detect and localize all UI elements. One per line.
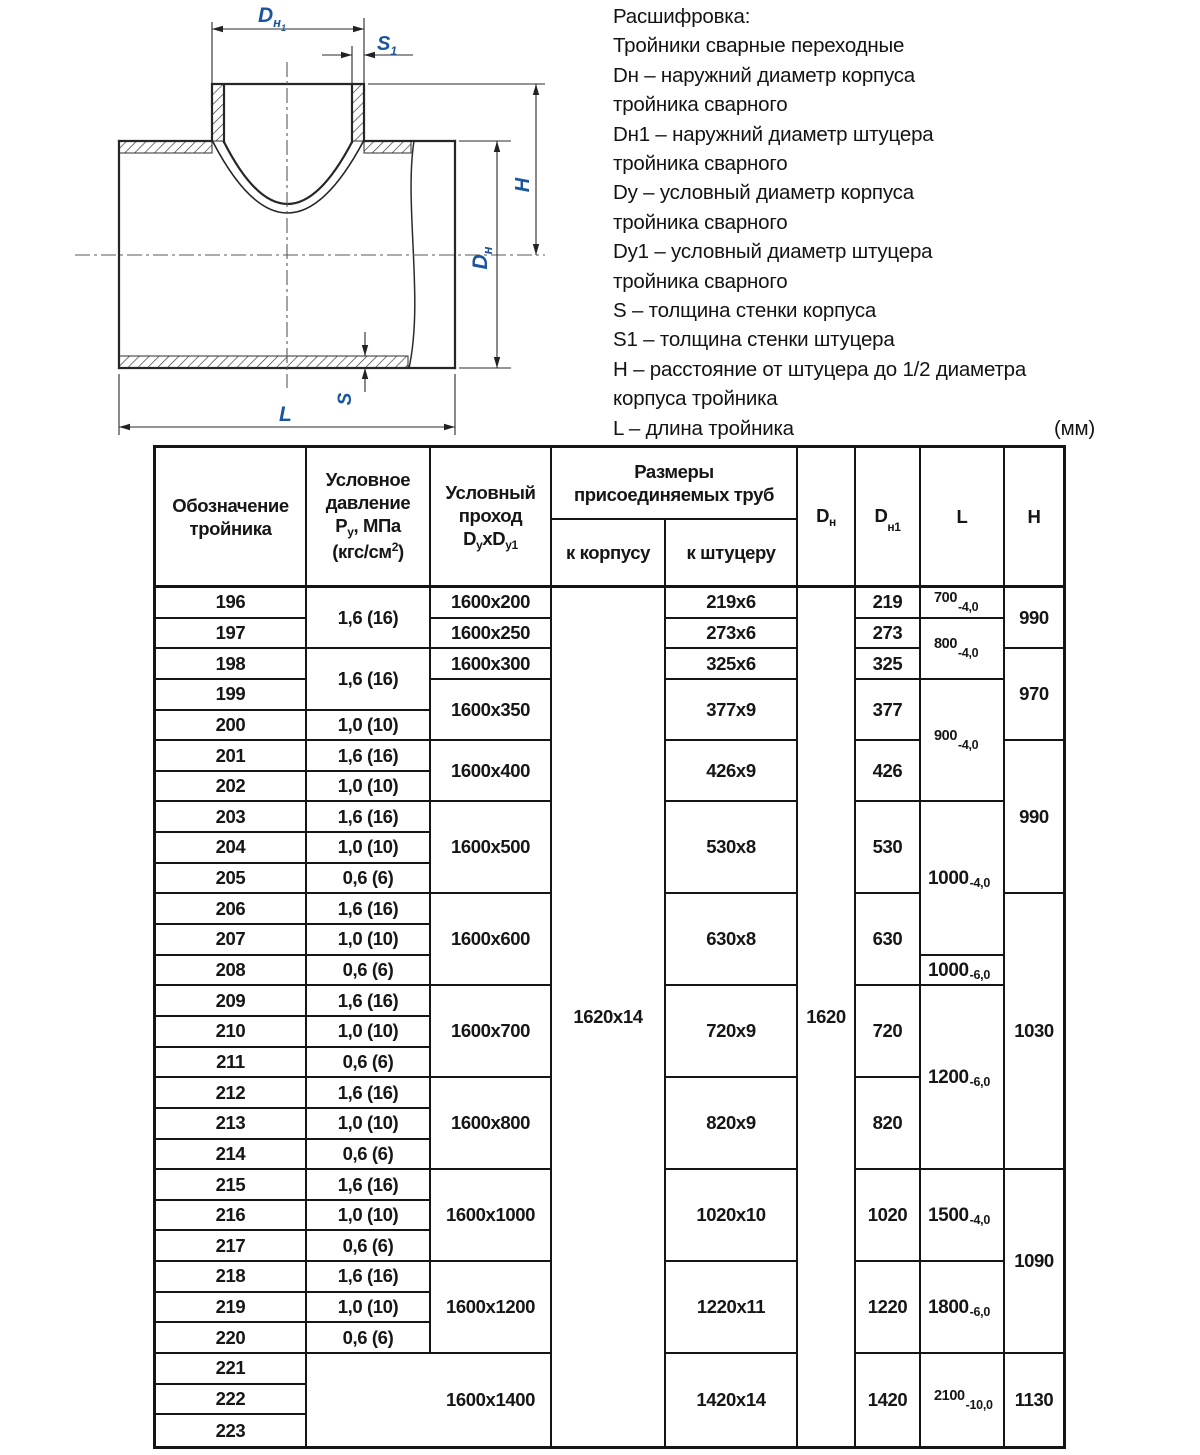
pipe-to-stub-cell: 1020x10 <box>666 1170 798 1262</box>
dn1-cell: 273 <box>856 619 921 650</box>
designation-cell: 204 <box>156 833 307 864</box>
pipe-to-stub-cell: 219x6 <box>666 588 798 619</box>
pressure-cell: 1,6 (16) <box>307 1170 431 1201</box>
header-dn: D н <box>798 448 856 588</box>
designation-cell: 209 <box>156 986 307 1017</box>
header-pipe-sizes: Размеры присоединяемых труб <box>552 448 798 520</box>
pipe-to-stub-cell: 630x8 <box>666 894 798 986</box>
pipe-to-stub-cell: 530x8 <box>666 802 798 894</box>
designation-cell: 197 <box>156 619 307 650</box>
length-cell: 1200 -6,0 <box>921 986 1005 1170</box>
designation-cell: 208 <box>156 956 307 987</box>
dn1-cell: 219 <box>856 588 921 619</box>
legend-line: Dу1 – условный диаметр штуцера <box>613 240 933 264</box>
pipe-to-stub-cell: 377x9 <box>666 680 798 741</box>
designation-cell: 207 <box>156 925 307 956</box>
dn1-cell: 1220 <box>856 1262 921 1354</box>
bore-cell: 1600x250 <box>431 619 552 650</box>
pressure-cell: 1,0 (10) <box>307 833 431 864</box>
pressure-cell: 0,6 (6) <box>307 1140 431 1171</box>
length-cell: 900 -4,0 <box>921 680 1005 803</box>
designation-cell: 211 <box>156 1048 307 1079</box>
header-pressure: Условное давление P у , МПа (кгс/см 2 ) <box>307 448 431 588</box>
designation-cell: 201 <box>156 741 307 772</box>
pipe-to-stub-cell: 325x6 <box>666 649 798 680</box>
pressure-cell: 1,6 (16) <box>307 802 431 833</box>
designation-cell: 210 <box>156 1017 307 1048</box>
legend-line: Тройники сварные переходные <box>613 34 905 58</box>
bore-cell: 1600x500 <box>431 802 552 894</box>
header-dn1: D н1 <box>856 448 921 588</box>
length-cell: 1000 -6,0 <box>921 956 1005 987</box>
pressure-cell: 1,0 (10) <box>307 711 431 742</box>
bore-cell: 1600x200 <box>431 588 552 619</box>
bore-cell: 1600x600 <box>431 894 552 986</box>
designation-cell: 205 <box>156 864 307 895</box>
legend-line: L – длина тройника (мм) <box>613 414 1095 443</box>
dn1-cell: 820 <box>856 1078 921 1170</box>
bore-cell: 1600x400 <box>431 741 552 802</box>
spec-table <box>153 445 1066 1449</box>
pressure-cell: 1,6 (16) <box>307 588 431 649</box>
height-cell: 1030 <box>1005 894 1063 1170</box>
legend-line: Расшифровка: <box>613 5 751 28</box>
header-bore: Условный проход D у x D у1 <box>431 448 552 588</box>
pressure-cell: 0,6 (6) <box>307 1048 431 1079</box>
legend <box>613 2 1095 443</box>
dn1-cell: 1020 <box>856 1170 921 1262</box>
dn1-cell: 530 <box>856 802 921 894</box>
tee-drawing <box>0 0 600 445</box>
label-h: H <box>512 177 534 193</box>
legend-line: тройника сварного <box>613 210 788 234</box>
designation-cell: 219 <box>156 1293 307 1324</box>
legend-line: тройника сварного <box>613 93 788 117</box>
designation-cell: 218 <box>156 1262 307 1293</box>
pressure-cell: 1,0 (10) <box>307 925 431 956</box>
label-l: L <box>279 403 292 426</box>
designation-cell: 217 <box>156 1231 307 1262</box>
pressure-cell: 1,0 (10) <box>307 1017 431 1048</box>
height-cell: 990 <box>1005 741 1063 894</box>
pressure-cell: 0,6 (6) <box>307 956 431 987</box>
height-cell: 970 <box>1005 649 1063 741</box>
pressure-cell: 1,0 (10) <box>307 772 431 803</box>
length-cell: 700 -4,0 <box>921 588 1005 619</box>
legend-line: тройника сварного <box>613 152 788 176</box>
designation-cell: 213 <box>156 1109 307 1140</box>
pressure-cell: 1,6 (16) <box>307 986 431 1017</box>
dimension-lines <box>119 18 545 435</box>
pressure-cell: 1,0 (10) <box>307 1109 431 1140</box>
bore-cell: 1600x700 <box>431 986 552 1078</box>
legend-line: Dу – условный диаметр корпуса <box>613 181 914 205</box>
bore-cell: 1600x1200 <box>431 1262 552 1354</box>
dn1-cell: 426 <box>856 741 921 802</box>
pressure-cell: 1,6 (16) <box>307 741 431 772</box>
designation-cell: 221 <box>156 1354 307 1385</box>
designation-cell: 215 <box>156 1170 307 1201</box>
pipe-to-stub-cell: 1220x11 <box>666 1262 798 1354</box>
designation-cell: 223 <box>156 1415 307 1446</box>
designation-cell: 200 <box>156 711 307 742</box>
pressure-cell: 1,0 (10) <box>307 1293 431 1324</box>
pressure-cell: 1,6 (16) <box>307 1078 431 1109</box>
pipe-to-stub-cell: 1420x14 <box>666 1354 798 1446</box>
designation-cell: 206 <box>156 894 307 925</box>
designation-cell: 222 <box>156 1385 307 1416</box>
length-cell: 1800 -6,0 <box>921 1262 1005 1354</box>
legend-line: H – расстояние от штуцера до 1/2 диаметра <box>613 357 1027 381</box>
hatched-walls <box>119 84 411 368</box>
designation-cell: 198 <box>156 649 307 680</box>
pressure-cell: 1,6 (16) <box>307 649 431 710</box>
bore-cell: 1600x350 <box>431 680 552 741</box>
pressure-cell: 1,6 (16) <box>307 1262 431 1293</box>
header-l: L <box>921 448 1005 588</box>
dn-cell: 1620 <box>798 588 856 1446</box>
pressure-cell: 1,6 (16) <box>307 894 431 925</box>
pipe-to-stub-cell: 273x6 <box>666 619 798 650</box>
height-cell: 1130 <box>1014 1389 1054 1411</box>
length-cell: 1500 -4,0 <box>921 1170 1005 1262</box>
pressure-cell: 1,0 (10) <box>307 1201 431 1232</box>
length-cell: 1000 -4,0 <box>921 802 1005 955</box>
bore-cell: 1600x1400 <box>431 1354 552 1446</box>
label-s: S <box>335 392 356 406</box>
bore-cell: 1600x300 <box>431 649 552 680</box>
legend-line: тройника сварного <box>613 269 788 293</box>
dn1-cell: 720 <box>856 986 921 1078</box>
pipe-to-body-cell: 1620x14 <box>552 588 666 1446</box>
designation-cell: 216 <box>156 1201 307 1232</box>
pipe-to-stub-cell: 720x9 <box>666 986 798 1078</box>
pipe-to-stub-cell: 820x9 <box>666 1078 798 1170</box>
legend-line: Dн1 – наружний диаметр штуцера <box>613 122 934 146</box>
dn1-cell: 1420 <box>856 1354 921 1446</box>
dn1-cell: 377 <box>856 680 921 741</box>
designation-cell: 214 <box>156 1140 307 1171</box>
center-lines <box>75 62 545 388</box>
pressure-cell: 0,6 (6) <box>307 864 431 895</box>
designation-cell: 220 <box>156 1323 307 1354</box>
unit-label: (мм) <box>1053 416 1095 440</box>
designation-cell: 202 <box>156 772 307 803</box>
pressure-cell: 0,6 (6) <box>307 1323 431 1354</box>
header-h: H <box>1005 448 1063 588</box>
bore-cell: 1600x800 <box>431 1078 552 1170</box>
legend-line: S1 – толщина стенки штуцера <box>613 328 895 352</box>
height-cell: 1090 <box>1005 1170 1063 1354</box>
pipe-to-stub-cell: 426x9 <box>666 741 798 802</box>
dn1-cell: 325 <box>856 649 921 680</box>
height-cell: 990 <box>1005 588 1063 649</box>
length-cell: 2100 -10,0 <box>921 1354 1005 1446</box>
pressure-cell: 0,6 (6) <box>307 1231 431 1262</box>
label-s1: $S_1$ <box>377 33 398 58</box>
label-dn1: $D_н1$ <box>258 4 287 33</box>
dimension-arrows <box>119 26 539 430</box>
designation-cell: 196 <box>156 588 307 619</box>
legend-line: S – толщина стенки корпуса <box>613 299 877 323</box>
legend-line: Dн – наружний диаметр корпуса <box>613 63 916 87</box>
label-dn: $D_н$ <box>469 246 495 270</box>
dn1-cell: 630 <box>856 894 921 986</box>
header-to-stub: к штуцеру <box>666 520 798 588</box>
designation-cell: 203 <box>156 802 307 833</box>
designation-cell: 212 <box>156 1078 307 1109</box>
header-designation: Обозначение тройника <box>156 448 307 588</box>
designation-cell: 199 <box>156 680 307 711</box>
length-cell: 800 -4,0 <box>921 619 1005 680</box>
legend-line: корпуса тройника <box>613 387 778 411</box>
header-to-body: к корпусу <box>552 520 666 588</box>
bore-cell: 1600x1000 <box>431 1170 552 1262</box>
